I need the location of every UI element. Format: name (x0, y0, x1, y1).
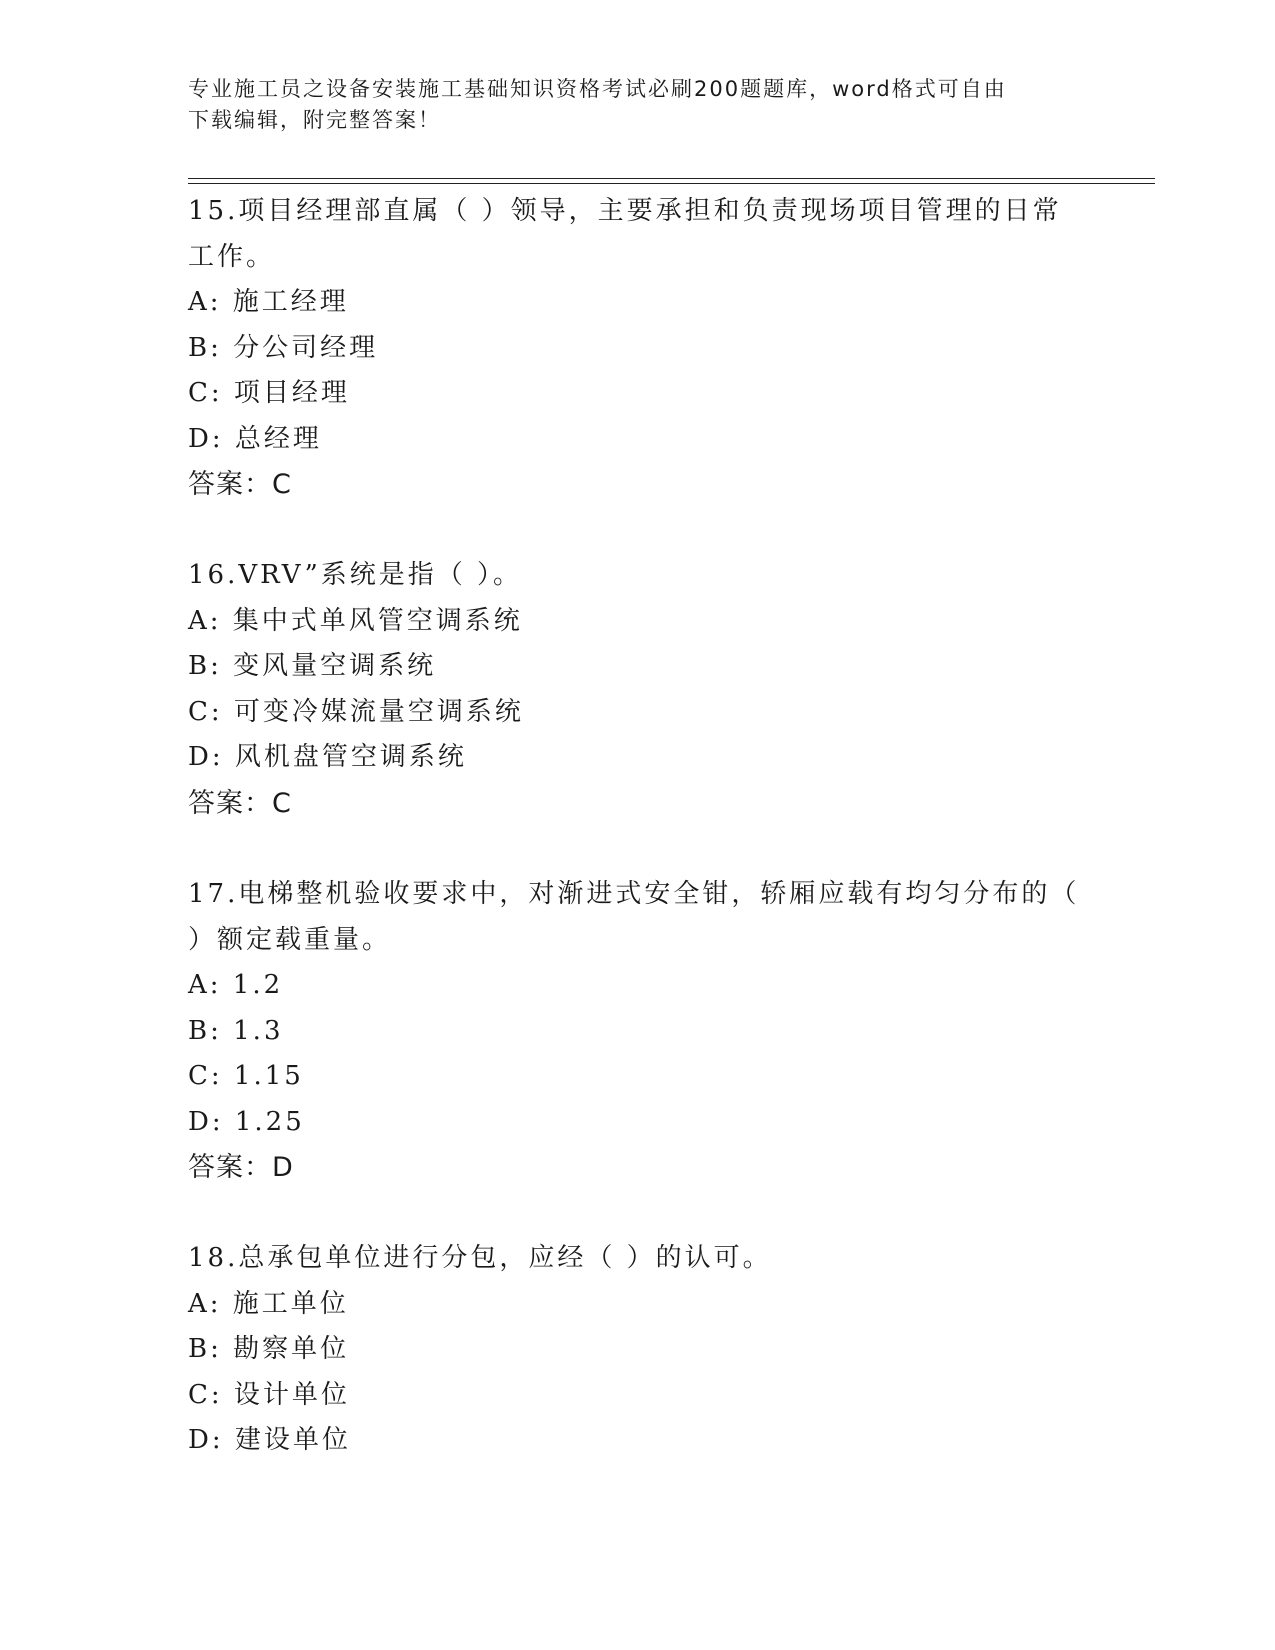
option-d: D: 建设单位 (188, 1425, 351, 1455)
option-a: A: 1.2 (188, 970, 284, 1000)
option-a: A: 集中式单风管空调系统 (188, 605, 523, 636)
option-d: D: 1.25 (188, 1106, 305, 1137)
header-line-2: 下载编辑，附完整答案！ (188, 108, 441, 132)
question-17 (188, 872, 1088, 1191)
answer-line: 答案：C (188, 469, 292, 500)
question-stem-line: 18.总承包单位进行分包，应经（ ）的认可。 (188, 1243, 772, 1273)
header-line-1: 专业施工员之设备安装施工基础知识资格考试必刷200题题库，word格式可自由 (188, 77, 1007, 101)
question-stem-line: 15.项目经理部直属（ ）领导，主要承担和负责现场项目管理的日常 (188, 196, 1062, 226)
answer-line: 答案：D (188, 1152, 294, 1183)
option-a: A: 施工经理 (188, 287, 349, 317)
option-c: C: 1.15 (188, 1061, 304, 1091)
document-header (188, 74, 1068, 136)
option-a: A: 施工单位 (188, 1288, 349, 1319)
question-stem-line: 17.电梯整机验收要求中，对渐进式安全钳，轿厢应载有均匀分布的（ (188, 879, 1080, 909)
question-stem-line: 16.VRV”系统是指（ ）。 (188, 560, 523, 590)
header-divider-bottom (188, 183, 1155, 184)
option-c: C: 设计单位 (188, 1379, 350, 1410)
option-b: B: 勘察单位 (188, 1334, 350, 1364)
question-stem-line: 工作。 (188, 241, 276, 272)
option-b: B: 分公司经理 (188, 332, 379, 363)
option-b: B: 变风量空调系统 (188, 651, 437, 681)
option-c: C: 可变冷媒流量空调系统 (188, 696, 524, 727)
option-b: B: 1.3 (188, 1015, 284, 1046)
option-d: D: 总经理 (188, 423, 322, 454)
question-15 (188, 189, 1088, 508)
header-divider-top (188, 178, 1155, 179)
answer-line: 答案：C (188, 787, 292, 819)
question-18 (188, 1236, 1088, 1464)
option-c: C: 项目经理 (188, 378, 350, 408)
question-16 (188, 553, 1088, 826)
option-d: D: 风机盘管空调系统 (188, 742, 467, 772)
question-stem-line: ）额定载重量。 (188, 924, 392, 955)
